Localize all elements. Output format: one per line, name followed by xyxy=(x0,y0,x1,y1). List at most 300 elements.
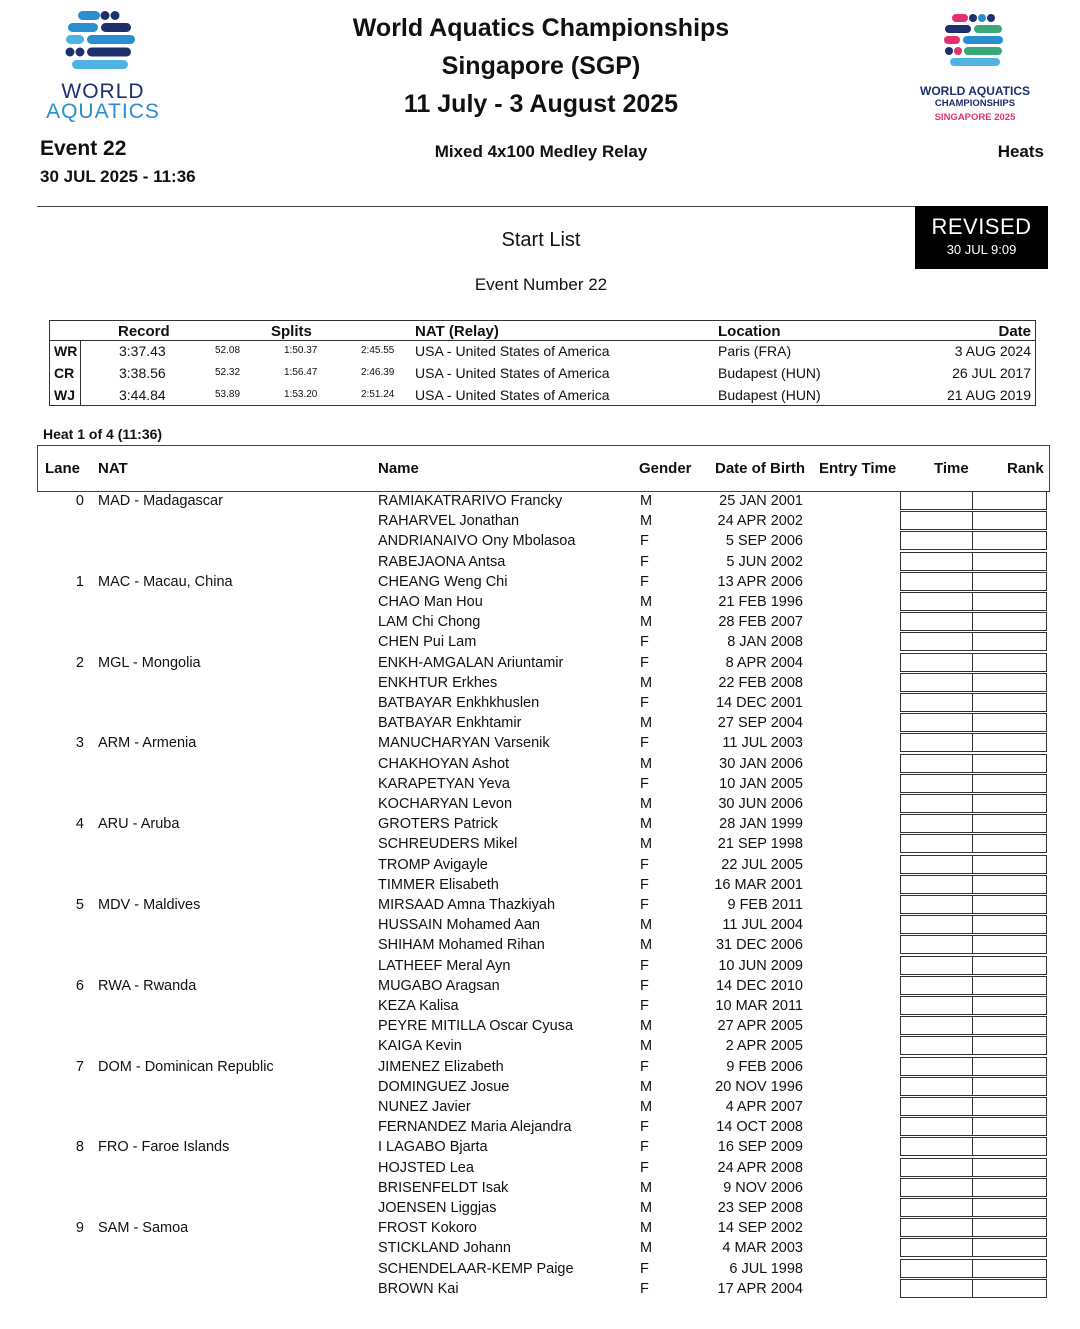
athlete-gender: M xyxy=(640,917,653,934)
table-row xyxy=(0,875,1080,895)
athlete-gender: M xyxy=(640,715,653,732)
col-rank: Rank xyxy=(1007,460,1044,477)
rank-cell xyxy=(973,1117,1047,1136)
table-row xyxy=(0,1097,1080,1117)
lane-number: 8 xyxy=(75,1139,84,1156)
record-location: Budapest (HUN) xyxy=(718,365,821,381)
time-cell xyxy=(900,855,973,874)
athlete-name: MANUCHARYAN Varsenik xyxy=(378,735,550,752)
athlete-name: RAHARVEL Jonathan xyxy=(378,513,520,530)
record-nat: USA - United States of America xyxy=(415,387,610,403)
rank-cell xyxy=(973,592,1047,611)
col-dob: Date of Birth xyxy=(715,460,805,477)
records-header-line xyxy=(50,340,1035,341)
table-row xyxy=(0,1077,1080,1097)
rank-cell xyxy=(973,552,1047,571)
record-date: 21 AUG 2019 xyxy=(946,387,1031,403)
time-cell xyxy=(900,552,973,571)
rank-cell xyxy=(973,653,1047,672)
athlete-dob: 10 JAN 2005 xyxy=(719,775,803,792)
athlete-dob: 10 MAR 2011 xyxy=(715,998,803,1014)
time-cell xyxy=(900,713,973,732)
time-cell xyxy=(900,956,973,975)
time-cell xyxy=(900,915,973,934)
time-cell xyxy=(900,794,973,813)
record-type: WJ xyxy=(54,387,75,403)
time-cell xyxy=(900,1036,973,1055)
athlete-gender: M xyxy=(640,1078,653,1095)
rank-cell xyxy=(973,935,1047,954)
athlete-dob: 25 JAN 2001 xyxy=(719,493,803,509)
athlete-dob: 21 SEP 1998 xyxy=(717,836,803,853)
athlete-gender: F xyxy=(640,856,649,873)
athlete-dob: 20 NOV 1996 xyxy=(715,1078,803,1095)
startlist-header xyxy=(37,445,1050,492)
athlete-gender: F xyxy=(640,1058,649,1075)
record-date: 3 AUG 2024 xyxy=(954,343,1031,359)
table-row xyxy=(0,733,1080,753)
table-row xyxy=(0,855,1080,875)
athlete-gender: M xyxy=(640,755,653,772)
table-row xyxy=(0,754,1080,774)
athlete-dob: 2 APR 2005 xyxy=(725,1038,803,1055)
divider xyxy=(37,206,1048,207)
nation: ARU - Aruba xyxy=(98,816,180,833)
athlete-name: MIRSAAD Amna Thazkiyah xyxy=(378,897,556,913)
athlete-name: CHAO Man Hou xyxy=(378,594,483,610)
table-row xyxy=(0,1137,1080,1157)
athlete-gender: M xyxy=(640,1200,653,1216)
athlete-name: LAM Chi Chong xyxy=(378,614,481,631)
athlete-dob: 13 APR 2006 xyxy=(717,573,803,590)
rank-cell xyxy=(973,895,1047,914)
athlete-name: SCHENDELAAR-KEMP Paige xyxy=(378,1260,574,1277)
time-cell xyxy=(900,531,973,550)
athlete-gender: M xyxy=(640,1220,653,1237)
rank-cell xyxy=(973,491,1047,510)
time-cell xyxy=(900,632,973,651)
athlete-name: RABEJAONA Antsa xyxy=(378,553,506,570)
records-table xyxy=(49,320,1036,406)
athlete-dob: 22 JUL 2005 xyxy=(721,856,803,873)
rank-cell xyxy=(973,713,1047,732)
athlete-gender: F xyxy=(640,957,649,974)
revised-time: 30 JUL 9:09 xyxy=(946,242,1017,257)
record-nat: USA - United States of America xyxy=(415,365,610,381)
athlete-gender: M xyxy=(640,1018,653,1035)
rank-cell xyxy=(973,754,1047,773)
rank-cell xyxy=(973,996,1047,1015)
time-cell xyxy=(900,976,973,995)
table-row xyxy=(0,491,1080,511)
athlete-dob: 9 FEB 2006 xyxy=(726,1058,803,1075)
table-row xyxy=(0,713,1080,733)
athlete-gender: F xyxy=(640,634,649,651)
rank-cell xyxy=(973,673,1047,692)
athlete-name: ANDRIANAIVO Ony Mbolasoa xyxy=(378,533,576,550)
athlete-gender: M xyxy=(640,1240,653,1257)
table-row xyxy=(0,673,1080,693)
time-cell xyxy=(900,612,973,631)
athlete-gender: M xyxy=(640,1099,653,1115)
athlete-gender: F xyxy=(640,977,649,994)
athlete-gender: F xyxy=(640,654,649,671)
athlete-name: KEZA Kalisa xyxy=(378,998,459,1014)
table-row xyxy=(0,794,1080,814)
athlete-name: GROTERS Patrick xyxy=(378,816,499,833)
athlete-dob: 17 APR 2004 xyxy=(717,1280,803,1297)
athlete-dob: 8 APR 2004 xyxy=(725,654,803,671)
table-row xyxy=(0,572,1080,592)
athlete-dob: 14 DEC 2010 xyxy=(715,977,803,994)
time-cell xyxy=(900,996,973,1015)
rank-cell xyxy=(973,632,1047,651)
table-row xyxy=(0,1158,1080,1178)
athlete-gender: M xyxy=(640,937,653,954)
athlete-name: MUGABO Aragsan xyxy=(378,977,500,994)
record-time: 3:37.43 xyxy=(119,343,166,359)
revised-badge xyxy=(915,206,1048,269)
athlete-name: I LAGABO Bjarta xyxy=(378,1139,488,1156)
time-cell xyxy=(900,1238,973,1257)
athlete-dob: 6 JUL 1998 xyxy=(729,1260,803,1277)
rank-cell xyxy=(973,1218,1047,1237)
time-cell xyxy=(900,1198,973,1217)
records-header-splits: Splits xyxy=(271,323,312,340)
time-cell xyxy=(900,774,973,793)
time-cell xyxy=(900,693,973,712)
rank-cell xyxy=(973,1238,1047,1257)
athlete-gender: F xyxy=(640,695,649,711)
rank-cell xyxy=(973,774,1047,793)
logo-word-2: AQUATICS xyxy=(46,100,160,123)
logo-word-1: WORLD xyxy=(61,80,145,103)
time-cell xyxy=(900,592,973,611)
rank-cell xyxy=(973,855,1047,874)
nation: MDV - Maldives xyxy=(98,897,201,913)
event-phase: Heats xyxy=(997,142,1044,161)
rank-cell xyxy=(973,875,1047,894)
time-cell xyxy=(900,814,973,833)
records-label-divider xyxy=(80,341,81,405)
athlete-gender: F xyxy=(640,876,649,893)
nation: MAD - Madagascar xyxy=(98,493,223,509)
record-type: CR xyxy=(54,365,75,381)
time-cell xyxy=(900,834,973,853)
heat-title: Heat 1 of 4 (11:36) xyxy=(43,426,163,442)
athlete-dob: 21 FEB 1996 xyxy=(718,594,803,610)
rank-cell xyxy=(973,693,1047,712)
athlete-name: PEYRE MITILLA Oscar Cyusa xyxy=(378,1018,574,1035)
rank-cell xyxy=(973,1158,1047,1177)
table-row xyxy=(0,976,1080,996)
time-cell xyxy=(900,1057,973,1076)
rank-cell xyxy=(973,794,1047,813)
time-cell xyxy=(900,1137,973,1156)
athlete-name: BRISENFELDT Isak xyxy=(378,1179,509,1196)
athlete-gender: F xyxy=(640,573,649,590)
event-number: Event Number 22 xyxy=(474,275,608,294)
time-cell xyxy=(900,875,973,894)
table-row xyxy=(0,1057,1080,1077)
time-cell xyxy=(900,653,973,672)
athlete-gender: F xyxy=(640,1139,649,1156)
col-name: Name xyxy=(378,460,419,477)
athlete-dob: 9 FEB 2011 xyxy=(727,897,803,913)
athlete-gender: M xyxy=(640,1179,653,1196)
records-header-record: Record xyxy=(118,323,170,340)
athlete-gender: F xyxy=(640,1280,649,1297)
table-row xyxy=(0,1198,1080,1218)
rank-cell xyxy=(973,1016,1047,1035)
athlete-name: JOENSEN Liggjas xyxy=(378,1200,497,1216)
athlete-name: SHIHAM Mohamed Rihan xyxy=(378,937,545,954)
rank-cell xyxy=(973,976,1047,995)
time-cell xyxy=(900,754,973,773)
record-date: 26 JUL 2017 xyxy=(952,365,1031,381)
col-lane: Lane xyxy=(45,460,81,477)
athlete-dob: 22 FEB 2008 xyxy=(718,674,803,691)
record-split-3: 2:45.55 xyxy=(361,345,395,356)
nation: MGL - Mongolia xyxy=(98,654,201,671)
rank-cell xyxy=(973,531,1047,550)
athlete-gender: F xyxy=(640,897,649,913)
athlete-name: RAMIAKATRARIVO Francky xyxy=(378,493,563,509)
record-split-2: 1:53.20 xyxy=(284,389,318,400)
table-row xyxy=(0,1036,1080,1056)
table-row xyxy=(0,531,1080,551)
athlete-dob: 14 DEC 2001 xyxy=(715,695,803,711)
table-row xyxy=(0,511,1080,531)
col-nat: NAT xyxy=(98,460,128,477)
athlete-name: ENKHTUR Erkhes xyxy=(378,674,498,691)
championships-logo xyxy=(900,10,1050,123)
time-cell xyxy=(900,572,973,591)
table-row xyxy=(0,895,1080,915)
table-row xyxy=(0,1117,1080,1137)
table-row xyxy=(0,1259,1080,1279)
athlete-dob: 14 OCT 2008 xyxy=(716,1119,803,1136)
record-time: 3:38.56 xyxy=(119,365,166,381)
time-cell xyxy=(900,511,973,530)
lane-number: 1 xyxy=(75,573,84,590)
lane-number: 6 xyxy=(75,977,84,994)
athlete-name: CHEN Pui Lam xyxy=(378,634,477,651)
athlete-dob: 4 MAR 2003 xyxy=(722,1240,803,1257)
athlete-gender: F xyxy=(640,998,649,1014)
logo-line-2: CHAMPIONSHIPS xyxy=(934,98,1016,109)
lane-number: 2 xyxy=(75,654,84,671)
athlete-dob: 9 NOV 2006 xyxy=(723,1179,803,1196)
athlete-gender: F xyxy=(640,735,649,752)
logo-line-1: WORLD AQUATICS xyxy=(920,84,1030,98)
table-row xyxy=(0,592,1080,612)
athlete-gender: F xyxy=(640,1119,649,1136)
athlete-name: KAIGA Kevin xyxy=(378,1038,462,1055)
table-row xyxy=(0,1178,1080,1198)
records-header-location: Location xyxy=(718,323,781,340)
time-cell xyxy=(900,733,973,752)
rank-cell xyxy=(973,1137,1047,1156)
athlete-dob: 28 JAN 1999 xyxy=(719,816,803,833)
athlete-dob: 5 JUN 2002 xyxy=(726,553,803,570)
col-entry-time: Entry Time xyxy=(819,460,897,477)
table-row xyxy=(0,814,1080,834)
time-cell xyxy=(900,1097,973,1116)
athlete-gender: F xyxy=(640,775,649,792)
athlete-dob: 8 JAN 2008 xyxy=(727,634,803,651)
nation: MAC - Macau, China xyxy=(98,573,233,590)
athlete-dob: 30 JAN 2006 xyxy=(719,755,803,772)
rank-cell xyxy=(973,1057,1047,1076)
athlete-dob: 30 JUN 2006 xyxy=(718,796,803,812)
athlete-gender: M xyxy=(640,513,653,530)
athlete-dob: 31 DEC 2006 xyxy=(715,937,803,954)
table-row xyxy=(0,693,1080,713)
athlete-name: BROWN Kai xyxy=(378,1280,459,1297)
table-row xyxy=(0,956,1080,976)
nation: RWA - Rwanda xyxy=(98,977,197,994)
revised-label: REVISED xyxy=(931,214,1032,239)
athlete-dob: 14 SEP 2002 xyxy=(717,1220,803,1237)
nation: SAM - Samoa xyxy=(98,1220,189,1237)
time-cell xyxy=(900,935,973,954)
athlete-gender: M xyxy=(640,614,653,631)
event-datetime: 30 JUL 2025 - 11:36 xyxy=(40,167,196,186)
event-name: Mixed 4x100 Medley Relay xyxy=(434,142,648,161)
athlete-gender: M xyxy=(640,674,653,691)
athlete-name: KARAPETYAN Yeva xyxy=(378,775,510,792)
record-time: 3:44.84 xyxy=(119,387,166,403)
table-row xyxy=(0,834,1080,854)
table-row xyxy=(0,552,1080,572)
athlete-name: BATBAYAR Enkhkhuslen xyxy=(378,695,540,711)
table-row xyxy=(0,653,1080,673)
title-line-3: 11 July - 3 August 2025 xyxy=(403,90,679,118)
athlete-gender: M xyxy=(640,1038,653,1055)
rank-cell xyxy=(973,1279,1047,1298)
title-line-1: World Aquatics Championships xyxy=(352,14,730,42)
table-row xyxy=(0,996,1080,1016)
athlete-name: ENKH-AMGALAN Ariuntamir xyxy=(378,654,564,671)
athlete-name: DOMINGUEZ Josue xyxy=(378,1078,510,1095)
athlete-dob: 28 FEB 2007 xyxy=(718,614,803,631)
athlete-dob: 4 APR 2007 xyxy=(725,1099,803,1115)
time-cell xyxy=(900,673,973,692)
athlete-dob: 16 SEP 2009 xyxy=(717,1139,803,1156)
athlete-gender: F xyxy=(640,533,649,550)
athlete-name: JIMENEZ Elizabeth xyxy=(378,1058,504,1075)
athlete-dob: 27 APR 2005 xyxy=(717,1018,803,1035)
table-row xyxy=(0,1218,1080,1238)
rank-cell xyxy=(973,511,1047,530)
athlete-dob: 11 JUL 2004 xyxy=(722,917,803,934)
athlete-name: FERNANDEZ Maria Alejandra xyxy=(378,1119,572,1136)
rank-cell xyxy=(973,915,1047,934)
athlete-gender: F xyxy=(640,1159,649,1176)
athlete-name: HOJSTED Lea xyxy=(378,1159,474,1176)
athlete-dob: 16 MAR 2001 xyxy=(714,876,803,893)
table-row xyxy=(0,1016,1080,1036)
lane-number: 0 xyxy=(75,493,84,509)
table-row xyxy=(0,612,1080,632)
records-header-nat: NAT (Relay) xyxy=(415,323,499,340)
rank-cell xyxy=(973,1077,1047,1096)
rank-cell xyxy=(973,1259,1047,1278)
championships-dots-icon xyxy=(900,10,1050,82)
athlete-gender: M xyxy=(640,816,653,833)
table-row xyxy=(0,774,1080,794)
athlete-gender: M xyxy=(640,594,653,610)
athlete-dob: 10 JUN 2009 xyxy=(718,957,803,974)
lane-number: 4 xyxy=(75,816,84,833)
table-row xyxy=(0,1238,1080,1258)
rank-cell xyxy=(973,733,1047,752)
athlete-gender: M xyxy=(640,796,653,812)
rank-cell xyxy=(973,814,1047,833)
athlete-gender: F xyxy=(640,1260,649,1277)
time-cell xyxy=(900,1279,973,1298)
athlete-gender: M xyxy=(640,836,653,853)
rank-cell xyxy=(973,956,1047,975)
record-split-2: 1:50.37 xyxy=(284,345,318,356)
athlete-dob: 24 APR 2008 xyxy=(717,1159,803,1176)
athlete-dob: 23 SEP 2008 xyxy=(717,1200,803,1216)
athlete-name: TIMMER Elisabeth xyxy=(378,876,499,893)
records-header-date: Date xyxy=(998,323,1031,340)
athlete-name: HUSSAIN Mohamed Aan xyxy=(378,917,540,934)
lane-number: 5 xyxy=(75,897,84,913)
table-row xyxy=(0,915,1080,935)
athlete-name: LATHEEF Meral Ayn xyxy=(378,957,511,974)
logo-line-3: SINGAPORE 2025 xyxy=(934,112,1016,123)
athlete-name: TROMP Avigayle xyxy=(378,856,488,873)
rank-cell xyxy=(973,834,1047,853)
athlete-name: KOCHARYAN Levon xyxy=(378,796,513,812)
athlete-name: CHEANG Weng Chi xyxy=(378,573,508,590)
record-nat: USA - United States of America xyxy=(415,343,610,359)
nation: FRO - Faroe Islands xyxy=(98,1139,230,1156)
record-location: Budapest (HUN) xyxy=(718,387,821,403)
table-row xyxy=(0,1279,1080,1299)
time-cell xyxy=(900,1016,973,1035)
record-split-1: 53.89 xyxy=(215,389,241,400)
record-location: Paris (FRA) xyxy=(718,343,792,359)
athlete-name: STICKLAND Johann xyxy=(378,1240,511,1257)
record-split-1: 52.32 xyxy=(215,367,241,378)
record-split-3: 2:46.39 xyxy=(361,367,395,378)
world-aquatics-logo xyxy=(38,8,168,123)
dots-logo-icon xyxy=(38,8,168,80)
doc-title: Start List xyxy=(501,229,581,251)
record-split-2: 1:56.47 xyxy=(284,367,318,378)
time-cell xyxy=(900,1178,973,1197)
athlete-dob: 11 JUL 2003 xyxy=(722,735,803,752)
athlete-dob: 24 APR 2002 xyxy=(717,513,803,530)
time-cell xyxy=(900,1117,973,1136)
time-cell xyxy=(900,1259,973,1278)
athlete-name: NUNEZ Javier xyxy=(378,1099,471,1115)
title-line-2: Singapore (SGP) xyxy=(441,52,641,80)
athlete-name: CHAKHOYAN Ashot xyxy=(378,755,510,772)
athlete-name: FROST Kokoro xyxy=(378,1220,477,1237)
time-cell xyxy=(900,1077,973,1096)
lane-number: 7 xyxy=(75,1058,84,1075)
athlete-name: BATBAYAR Enkhtamir xyxy=(378,715,522,732)
time-cell xyxy=(900,895,973,914)
rank-cell xyxy=(973,1097,1047,1116)
record-split-3: 2:51.24 xyxy=(361,389,395,400)
